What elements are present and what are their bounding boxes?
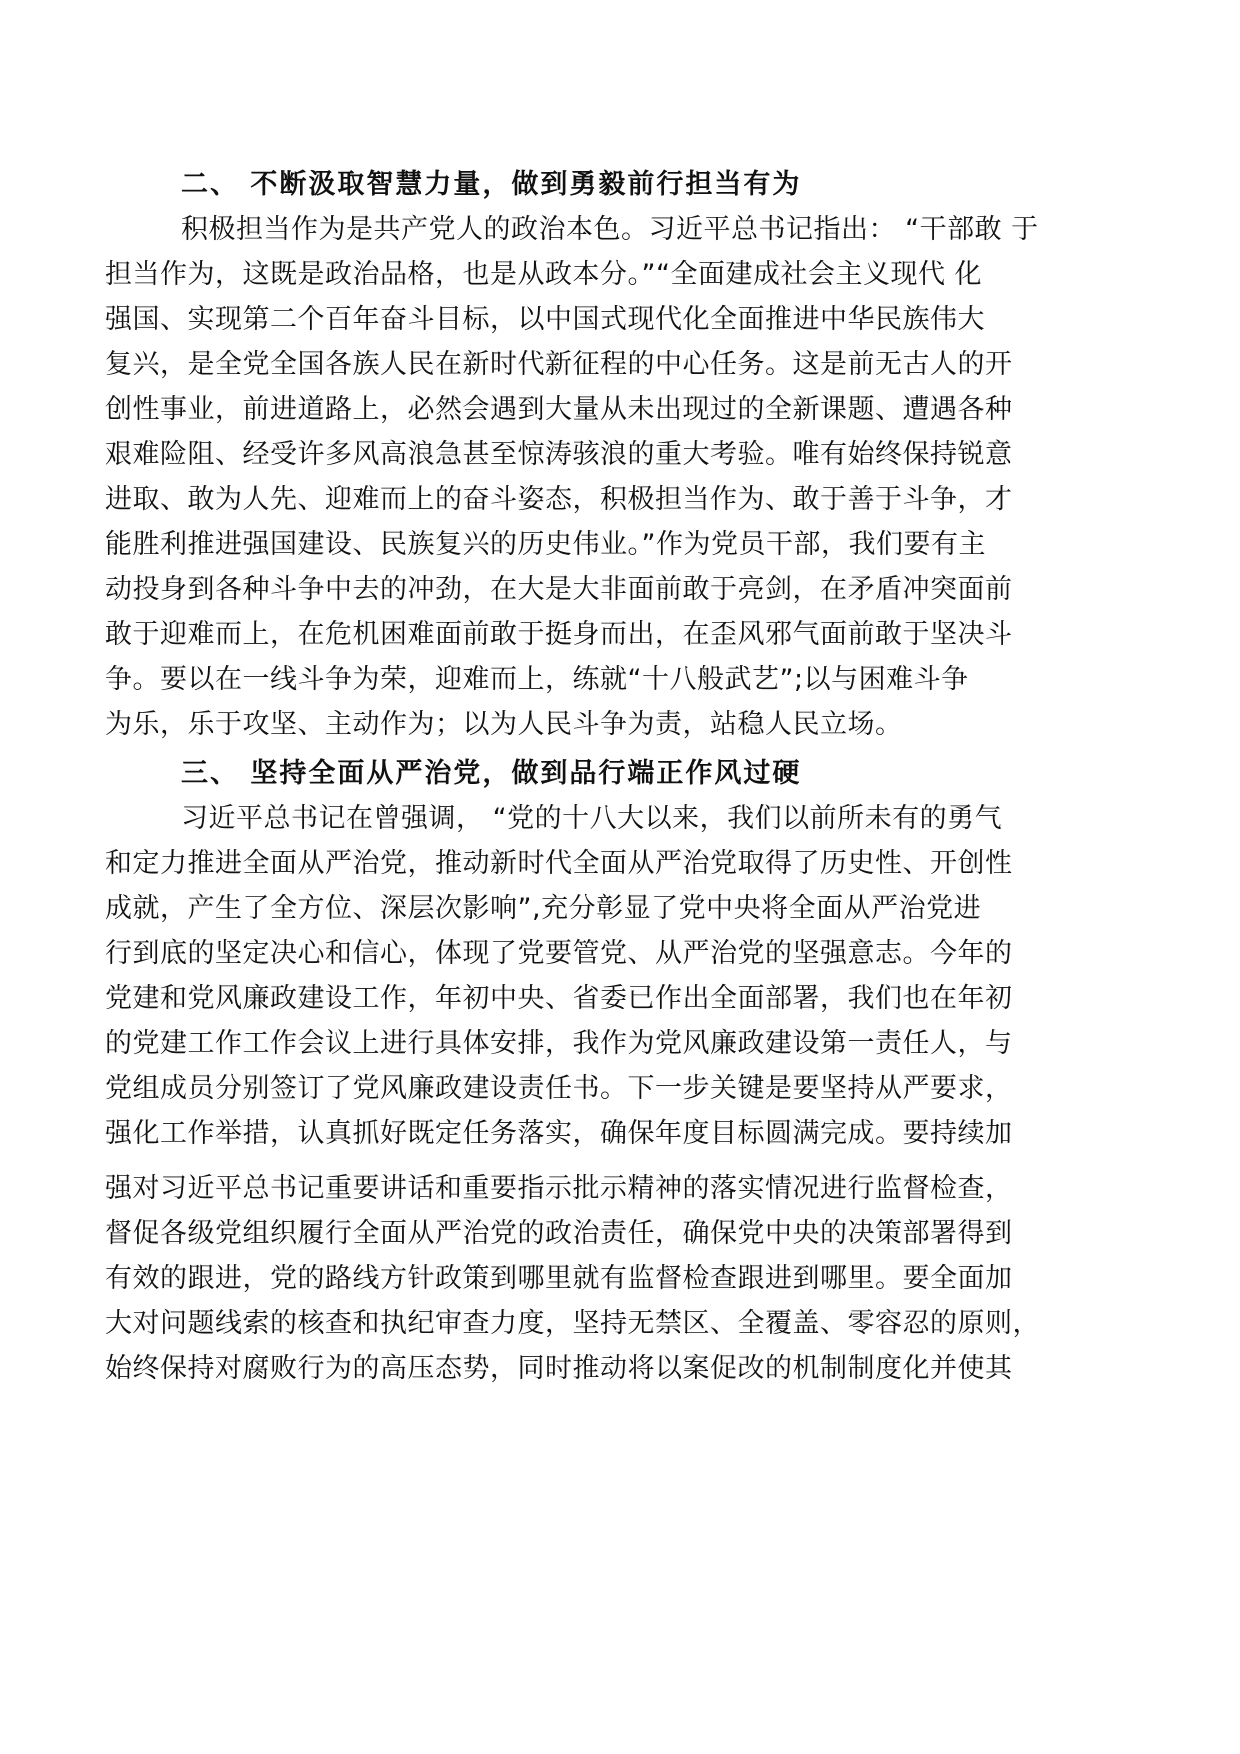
paragraph-line: 强对习近平总书记重要讲话和重要指示批示精神的落实情况进行监督检查， xyxy=(105,1173,1013,1204)
paragraph-line: 有效的跟进，党的路线方针政策到哪里就有监督检查跟进到哪里。要全面加 xyxy=(105,1263,1013,1294)
paragraph-line: 为乐，乐于攻坚、主动作为；以为人民斗争为责，站稳人民立场。 xyxy=(105,709,903,740)
paragraph-line: 行到底的坚定决心和信心，体现了党要管党、从严治党的坚强意志。今年的 xyxy=(105,938,1013,969)
paragraph-line: 督促各级党组织履行全面从严治党的政治责任，确保党中央的决策部署得到 xyxy=(105,1218,1013,1249)
paragraph-line: 始终保持对腐败行为的高压态势，同时推动将以案促改的机制制度化并使其 xyxy=(105,1353,1013,1384)
paragraph-line: 积极担当作为是共产党人的政治本色。习近平总书记指出： “干部敢 于 xyxy=(181,214,1039,245)
paragraph-line: 强国、实现第二个百年奋斗目标，以中国式现代化全面推进中华民族伟大 xyxy=(105,304,985,335)
paragraph-line: 习近平总书记在曾强调， “党的十八大以来，我们以前所未有的勇气 xyxy=(181,803,1003,834)
paragraph-line: 动投身到各种斗争中去的冲劲，在大是大非面前敢于亮剑，在矛盾冲突面前 xyxy=(105,574,1013,605)
paragraph-line: 争。要以在一线斗争为荣，迎难而上，练就“十八般武艺”;以与困难斗争 xyxy=(105,664,969,695)
paragraph-line: 敢于迎难而上，在危机困难面前敢于挺身而出，在歪风邪气面前敢于坚决斗 xyxy=(105,619,1013,650)
section-heading-3: 三、 坚持全面从严治党，做到品行端正作风过硬 xyxy=(181,758,802,789)
paragraph-line: 大对问题线索的核查和执纪审查力度，坚持无禁区、全覆盖、零容忍的原则， xyxy=(105,1308,1040,1339)
section-heading-2: 二、 不断汲取智慧力量，做到勇毅前行担当有为 xyxy=(181,169,802,200)
paragraph-line: 能胜利推进强国建设、民族复兴的历史伟业。”作为党员干部，我们要有主 xyxy=(105,529,986,560)
paragraph-line: 进取、敢为人先、迎难而上的奋斗姿态，积极担当作为、敢于善于斗争，才 xyxy=(105,484,1013,515)
paragraph-line: 复兴，是全党全国各族人民在新时代新征程的中心任务。这是前无古人的开 xyxy=(105,349,1013,380)
paragraph-line: 成就，产生了全方位、深层次影响”,充分彰显了党中央将全面从严治党进 xyxy=(105,893,982,924)
paragraph-line: 党组成员分别签订了党风廉政建设责任书。下一步关键是要坚持从严要求， xyxy=(105,1073,1013,1104)
paragraph-line: 创性事业，前进道路上，必然会遇到大量从未出现过的全新课题、遭遇各种 xyxy=(105,394,1013,425)
paragraph-line: 的党建工作工作会议上进行具体安排，我作为党风廉政建设第一责任人，与 xyxy=(105,1028,1013,1059)
paragraph-line: 担当作为，这既是政治品格，也是从政本分。”“全面建成社会主义现代 化 xyxy=(105,259,983,290)
paragraph-line: 艰难险阻、经受许多风高浪急甚至惊涛骇浪的重大考验。唯有始终保持锐意 xyxy=(105,439,1013,470)
paragraph-line: 党建和党风廉政建设工作，年初中央、省委已作出全面部署，我们也在年初 xyxy=(105,983,1013,1014)
paragraph-line: 强化工作举措，认真抓好既定任务落实，确保年度目标圆满完成。要持续加 xyxy=(105,1118,1013,1149)
document-body xyxy=(105,162,1155,1391)
paragraph-line: 和定力推进全面从严治党，推动新时代全面从严治党取得了历史性、开创性 xyxy=(105,848,1013,879)
